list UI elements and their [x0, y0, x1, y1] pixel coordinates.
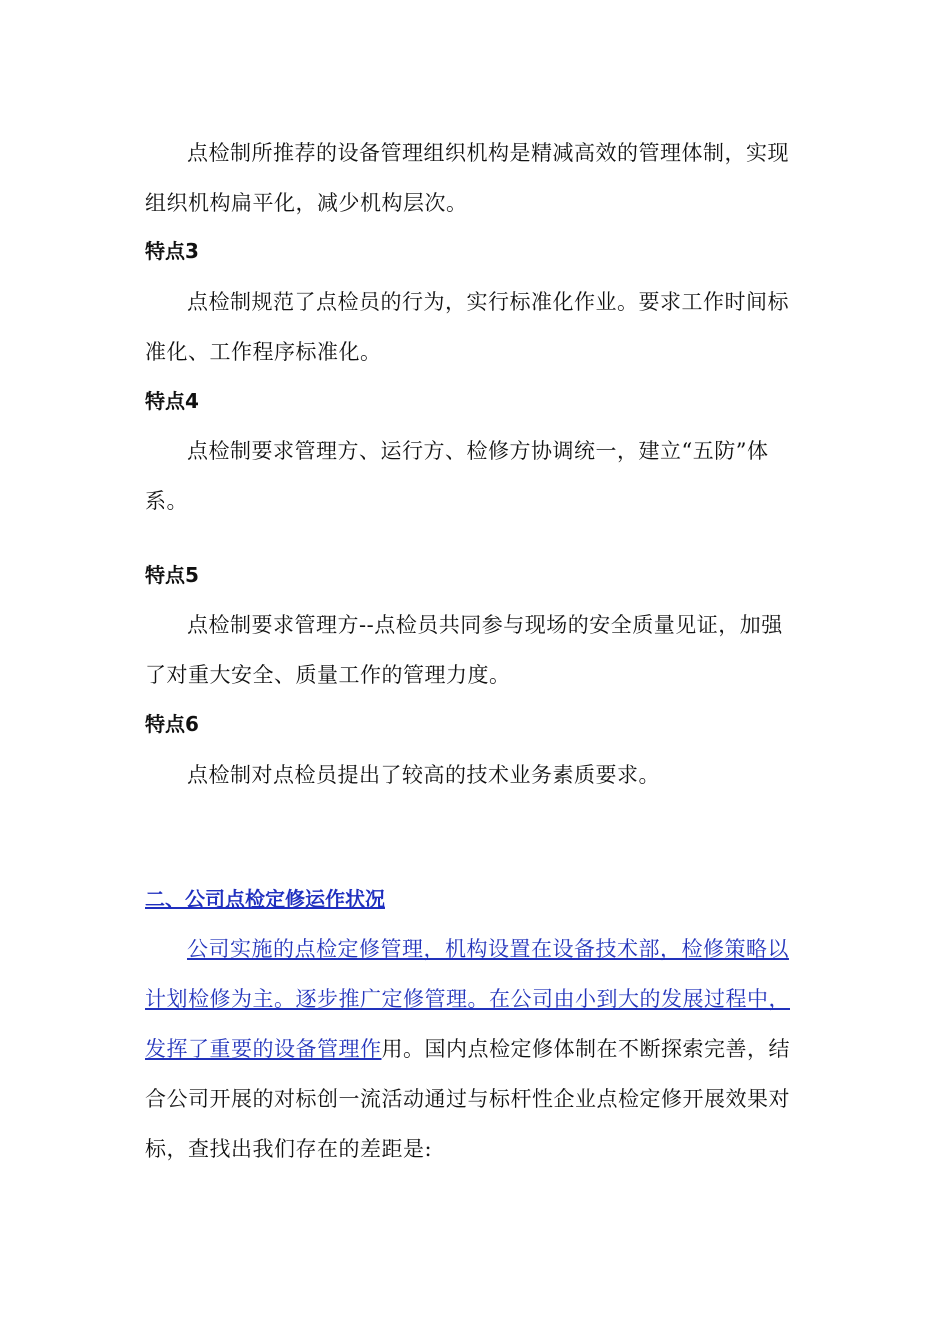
paragraph-feature-5: 点检制要求管理方--点检员共同参与现场的安全质量见证，加强了对重大安全、质量工作的管理力度。	[145, 613, 783, 687]
paragraph-section-2	[145, 924, 795, 1174]
section-title-link[interactable]: 二、公司点检定修运作状况	[145, 887, 385, 911]
paragraph-feature-3: 点检制规范了点检员的行为，实行标准化作业。要求工作时间标准化、工作程序标准化。	[145, 290, 789, 364]
paragraph-feature-4: 点检制要求管理方、运行方、检修方协调统一，建立“五防”体系。	[145, 439, 769, 513]
paragraph-intro: 点检制所推荐的设备管理组织机构是精减高效的管理体制，实现组织机构扁平化，减少机构层次。	[145, 141, 789, 215]
paragraph-link[interactable]: 公司实施的点检定修管理，机构设置在设备技术部，检修策略以计划检修为主。逐步推广定修管理。在公司由小到大的发展过程中，发挥了重要的设备管理作	[145, 937, 790, 1061]
heading-feature-3: 特点3	[145, 239, 199, 263]
heading-feature-6: 特点6	[145, 712, 199, 736]
paragraph-feature-6: 点检制对点检员提出了较高的技术业务素质要求。	[187, 763, 660, 787]
heading-feature-5: 特点5	[145, 563, 199, 587]
heading-feature-4: 特点4	[145, 389, 199, 413]
paragraph-plain-text: 用。国内点检定修体制在不断探索完善，结合公司开展的对标创一流活动通过与标杆性企业点检定修开展效果对标，查找出我们存在的差距是:	[145, 1037, 790, 1161]
